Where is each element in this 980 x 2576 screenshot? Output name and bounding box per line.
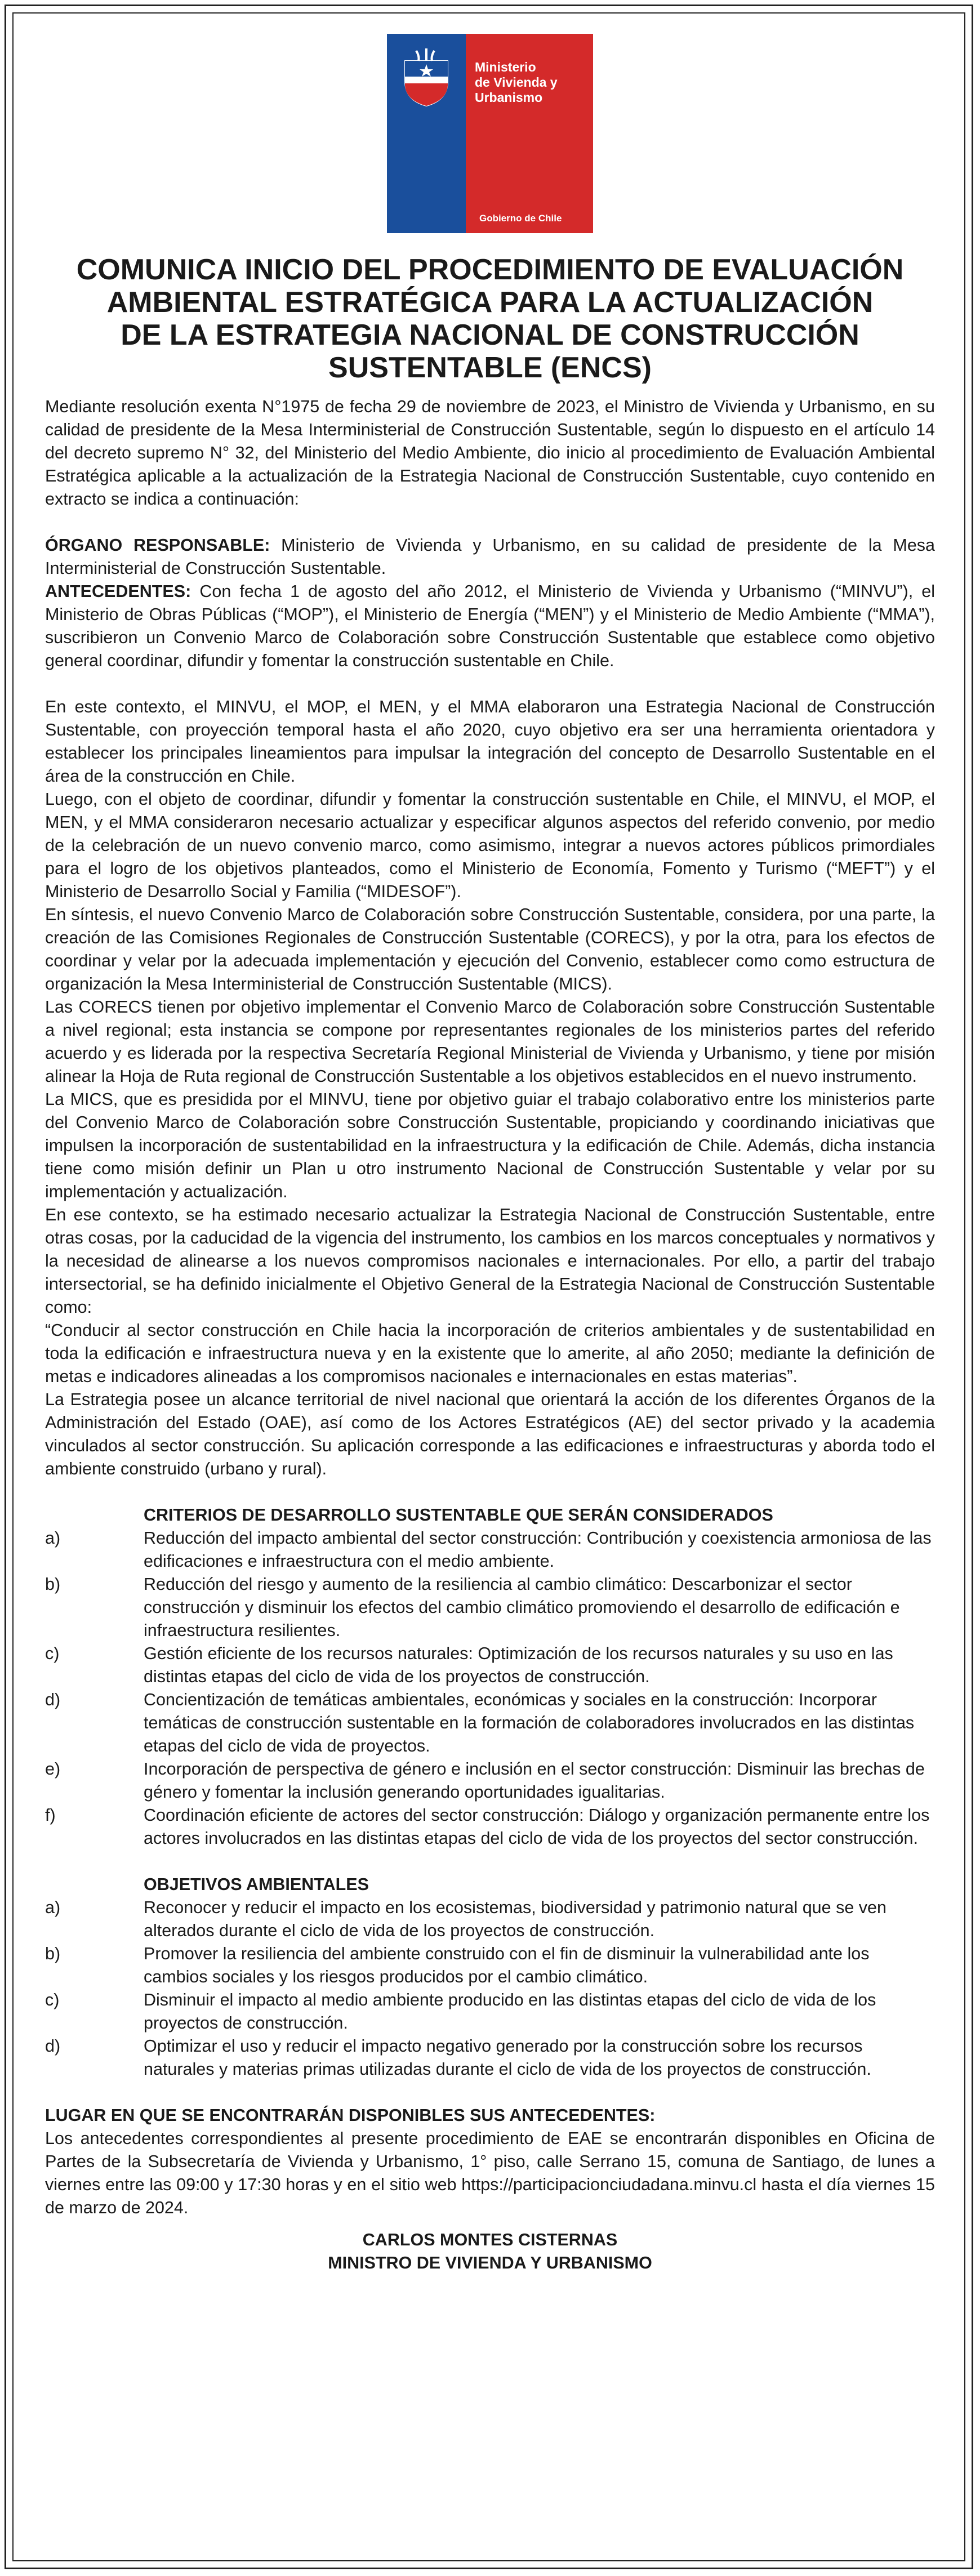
intro-paragraph: Mediante resolución exenta N°1975 de fecha 29 de noviembre de 2023, el Ministro de Vivienda y Urbanismo, en su calidad de presidente de la Mesa Interministerial de Construcción Sustentable, según lo dispuesto en el artículo 14 del decreto supremo N° 32, del Ministerio del Medio Ambiente, dio inicio al procedimiento de Evaluación Ambiental Estratégica aplicable a la actualización de la Estrategia Nacional de Construcción Sustentable, cuyo contenido en extracto se indica a continuación: [45, 397, 935, 509]
lugar-paragraph: Los antecedentes correspondientes al presente procedimiento de EAE se encontrarán disponibles en Oficina de Partes de la Subsecretaría de Vivienda y Urbanismo, 1° piso, calle Serrano 15, comuna de Santiago, de lunes a viernes entre las 09:00 y 17:30 horas y en el sitio web https://participacionciudadana.minvu.cl hasta el día viernes 15 de marzo de 2024. [45, 2129, 935, 2217]
criterios-list [45, 1527, 935, 1850]
logo-ministry-name: Ministerio de Vivienda y Urbanismo [475, 60, 558, 105]
body-paragraph: En este contexto, el MINVU, el MOP, el MEN, y el MMA elaboraron una Estrategia Nacional de Construcción Sustentable, con proyección temporal hasta el año 2020, cuyo objetivo era ser una herramienta orientadora y establecer los principales lineamientos para impulsar la integración del concepto de Desarrollo Sustentable en el área de la construcción en Chile. [45, 697, 935, 786]
body-paragraph: La MICS, que es presidida por el MINVU, tiene por objetivo guiar el trabajo colaborativo entre los ministerios parte del Convenio Marco de Colaboración sobre Construcción Sustentable, propiciando y coordinando iniciativas que impulsen la incorporación de sustentabilidad en la infraestructura y la edificación de Chile. Además, dicha instancia tiene como misión definir un Plan u otro instrumento Nacional de Construcción Sustentable y velar por su implementación y actualización. [45, 1090, 935, 1201]
signature-block [45, 2229, 935, 2275]
body-paragraph: En ese contexto, se ha estimado necesario actualizar la Estrategia Nacional de Construcción Sustentable, entre otras cosas, por la caducidad de la vigencia del instrumento, los cambios en los marcos conceptuales y normativos y la necesidad de alinearse a los nuevos compromisos nacionales e internacionales. Por ello, a partir del trabajo intersectorial, se ha definido inicialmente el Objetivo General de la Estrategia Nacional de Construcción Sustentable como: [45, 1205, 935, 1317]
body-paragraph: Luego, con el objeto de coordinar, difundir y fomentar la construcción sustentable en Chile, el MINVU, el MOP, el MEN, y el MMA consideraron necesario actualizar y especificar algunos aspectos del referido convenio, por medio de la celebración de un nuevo convenio marco, como asimismo, integrar a nuevos actores públicos primordiales para el logro de los objetivos planteados, como el Ministerio de Economía, Fomento y Turismo (“MEFT”) y el Ministerio de Desarrollo Social y Familia (“MIDESOF”). [45, 790, 935, 901]
antecedentes-text: Con fecha 1 de agosto del año 2012, el Ministerio de Vivienda y Urbanismo (“MINVU”), el Ministerio de Obras Públicas (“MOP”), el Ministerio de Energía (“MEN”) y el Ministerio de Medio Ambiente (“MMA”), suscribieron un Convenio Marco de Colaboración sobre Construcción Sustentable que establece como objetivo general coordinar, difundir y fomentar la construcción sustentable en Chile. [45, 582, 935, 670]
organo-label: ÓRGANO RESPONSABLE: [45, 536, 270, 555]
ministry-logo [387, 34, 593, 233]
antecedentes-label: ANTECEDENTES: [45, 582, 191, 601]
organo-text: Ministerio de Vivienda y Urbanismo, en su calidad de presidente de la Mesa Interministerial de Construcción Sustentable. [45, 536, 935, 578]
list-item: b) Reducción del riesgo y aumento de la resiliencia al cambio climático: Descarbonizar el sector construcción y disminuir los efectos del cambio climático promoviendo el desarrollo de edificación e infraestructura resilientes. [45, 1575, 900, 1640]
objective-quote: “Conducir al sector construcción en Chile hacia la incorporación de criterios ambientales y de sustentabilidad en toda la edificación e infraestructura nueva y en la existente que lo amerite, al año 2050; mediante la definición de metas e indicadores alineadas a los compromisos nacionales e internacionales en estas materias”. [45, 1321, 935, 1386]
lugar-title: LUGAR EN QUE SE ENCONTRARÁN DISPONIBLES SUS ANTECEDENTES: [45, 2106, 656, 2125]
signatory-name: CARLOS MONTES CISTERNAS [362, 2230, 618, 2249]
objetivos-list [45, 1896, 935, 2081]
list-item: f) Coordinación eficiente de actores del sector construcción: Diálogo y organización permanente entre los actores involucrados en las distintas etapas del ciclo de vida de los proyectos del sector construcción. [45, 1806, 930, 1848]
criterios-title: CRITERIOS DE DESARROLLO SUSTENTABLE QUE SERÁN CONSIDERADOS [144, 1505, 773, 1525]
list-item: d) Optimizar el uso y reducir el impacto negativo generado por la construcción sobre los recursos naturales y materias primas utilizadas durante el ciclo de vida de los proyectos de construcción. [45, 2036, 871, 2079]
list-item: b) Promover la resiliencia del ambiente construido con el fin de disminuir la vulnerabilidad ante los cambios sociales y los riesgos producidos por el cambio climático. [45, 1944, 870, 1986]
list-item: a) Reducción del impacto ambiental del sector construcción: Contribución y coexistencia armoniosa de las edificaciones e infraestructura con el medio ambiente. [45, 1528, 932, 1571]
list-item: c) Gestión eficiente de los recursos naturales: Optimización de los recursos naturales y su uso en las distintas etapas del ciclo de vida de los proyectos de construcción. [45, 1644, 893, 1686]
antecedentes-paragraph [45, 580, 935, 672]
coat-of-arms-icon [399, 48, 453, 107]
page-title: COMUNICA INICIO DEL PROCEDIMIENTO DE EVALUACIÓN AMBIENTAL ESTRATÉGICA PARA LA ACTUALIZACIÓN DE LA ESTRATEGIA NACIONAL DE CONSTRUCCIÓN SUSTENTABLE (ENCS) [76, 253, 904, 384]
objetivos-title: OBJETIVOS AMBIENTALES [144, 1875, 369, 1894]
notice-content [45, 34, 935, 2275]
list-item: c) Disminuir el impacto al medio ambiente producido en las distintas etapas del ciclo de vida de los proyectos de construcción. [45, 1990, 876, 2033]
body-paragraph: Las CORECS tienen por objetivo implementar el Convenio Marco de Colaboración sobre Construcción Sustentable a nivel regional; esta instancia se compone por representantes regionales de los ministerios partes del referido acuerdo y es liderada por la respectiva Secretaría Regional Ministerial de Vivienda y Urbanismo, y tiene por misión alinear la Hoja de Ruta regional de Construcción Sustentable a los objetivos establecidos en el nuevo instrumento. [45, 997, 935, 1086]
list-item: d) Concientización de temáticas ambientales, económicas y sociales en la construcción: Incorporar temáticas de construcción sustentable en la formación de colaboradores involucrados en las distintas etapas del ciclo de vida de proyectos. [45, 1690, 915, 1755]
list-item: e) Incorporación de perspectiva de género e inclusión en el sector construcción: Disminuir las brechas de género y fomentar la inclusión generando oportunidades igualitarias. [45, 1759, 925, 1802]
body-paragraph: La Estrategia posee un alcance territorial de nivel nacional que orientará la acción de los diferentes Órganos de la Administración del Estado (OAE), así como de los Actores Estratégicos (AE) del sector privado y la academia vinculados al sector construcción. Su aplicación corresponde a las edificaciones e infraestructuras y aborda todo el ambiente construido (urbano y rural). [45, 1390, 935, 1478]
logo-government-label: Gobierno de Chile [479, 213, 562, 224]
signatory-position: MINISTRO DE VIVIENDA Y URBANISMO [328, 2253, 652, 2272]
list-item: a) Reconocer y reducir el impacto en los ecosistemas, biodiversidad y patrimonio natural que se ven alterados durante el ciclo de vida de los proyectos de construcción. [45, 1898, 887, 1940]
organo-paragraph [45, 534, 935, 580]
body-paragraph: En síntesis, el nuevo Convenio Marco de Colaboración sobre Construcción Sustentable, considera, por una parte, la creación de las Comisiones Regionales de Construcción Sustentable (CORECS), y por la otra, para los efectos de coordinar y velar por la adecuada implementación y ejecución del Convenio, establecer como como estructura de organización la Mesa Interministerial de Construcción Sustentable (MICS). [45, 905, 935, 993]
